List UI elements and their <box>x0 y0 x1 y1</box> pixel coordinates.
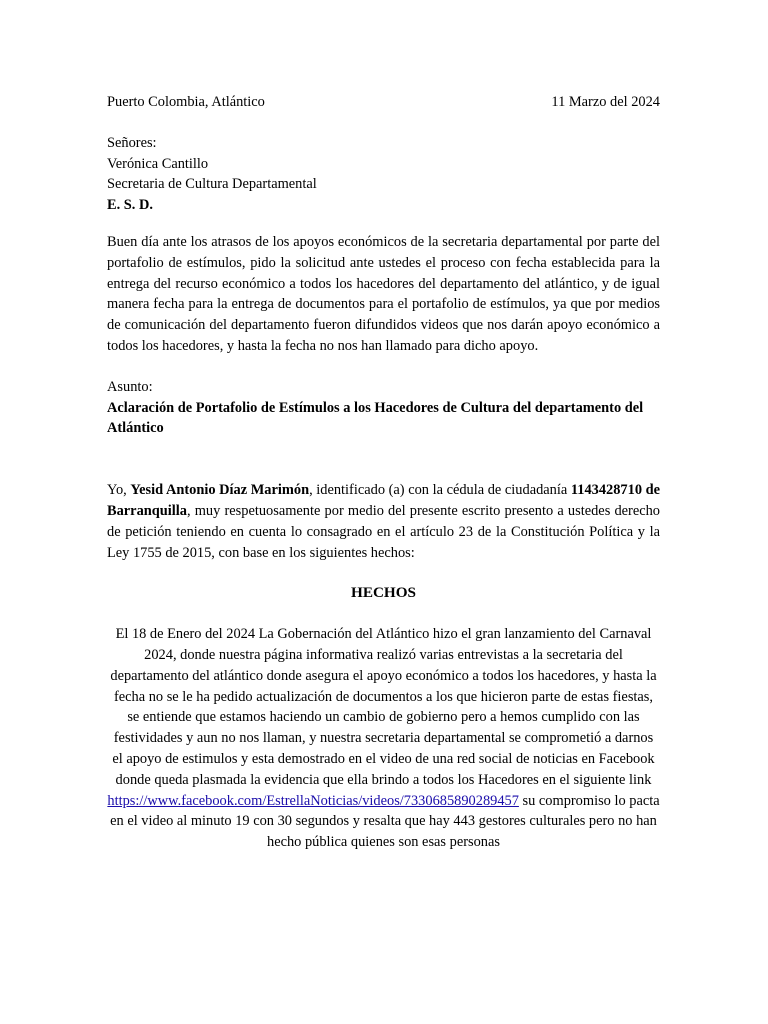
facts-body: El 18 de Enero del 2024 La Gobernación del Atlántico hizo el gran lanzamiento del Carnaval 2024, donde nuestra página informativa realizó varias entrevistas a la secretaria del departamento del atlántico donde asegura el apoyo económico a todos los hacedores, y hasta la fecha no se le ha pedido actualización de documentos a los que hicieron parte de estas fiestas, se entiende que estamos haciendo un cambio de gobierno pero a hemos cumplido con las festividades y aun no nos llaman, y nuestra secretaria departamental se comprometió a darnos el apoyo de estimulos y esta demostrado en el video de una red social de noticias en Facebook donde queda plasmada la evidencia que ella brindo a todos los Hacedores en el siguiente link <box>110 626 657 788</box>
recipient-block <box>107 133 660 216</box>
recipient-name: Verónica Cantillo <box>107 155 209 172</box>
letter-header <box>107 92 660 113</box>
petition-rest: , muy respetuosamente por medio del presente escrito presento a ustedes derecho de petición teniendo en cuenta lo consagrado en el artículo 23 de la Constitución Política y la Ley 1755 de 2015, con base en los siguientes hechos: <box>107 502 660 561</box>
salutation: Señores: <box>107 134 157 151</box>
facts-paragraph <box>107 624 660 853</box>
petitioner-name: Yesid Antonio Díaz Marimón <box>130 482 310 499</box>
recipient-position: Secretaria de Cultura Departamental <box>107 176 317 193</box>
letter-page <box>107 92 660 853</box>
esd-line: E. S. D. <box>107 197 153 214</box>
petition-yo: Yo, <box>107 482 131 499</box>
subject-block <box>107 377 660 439</box>
subject-label: Asunto: <box>107 378 153 395</box>
date-text: 11 Marzo del 2024 <box>551 94 660 110</box>
id-number: 1143428710 de Barranquilla <box>107 482 661 519</box>
facebook-video-link[interactable]: https://www.facebook.com/EstrellaNoticias/videos/7330685890289457 <box>107 792 519 809</box>
place-text: Puerto Colombia, Atlántico <box>107 94 265 110</box>
subject-text: Aclaración de Portafolio de Estímulos a los Hacedores de Cultura del departamento del Atlántico <box>107 399 644 437</box>
petition-paragraph <box>107 480 660 563</box>
intro-paragraph: Buen día ante los atrasos de los apoyos económicos de la secretaria departamental por parte del portafolio de estímulos, pido la solicitud ante ustedes el proceso con fecha establecida para la entrega del recurso económico a todos los hacedores del departamento del atlántico, y de igual manera fecha para la entrega de documentos para el portafolio de estímulos, ya que por medios de comunicación del departamento fueron difundidos videos que nos darán apoyo económico a todos los hacedores, y hasta la fecha no nos han llamado para dicho apoyo. <box>107 233 660 354</box>
facts-heading: HECHOS <box>351 584 416 602</box>
facts-after-link: su compromiso lo pacta en el video al minuto 19 con 30 segundos y resalta que hay 443 gestores culturales pero no han hecho pública quienes son esas personas <box>110 792 660 851</box>
petition-mid: , identificado (a) con la cédula de ciudadanía <box>309 482 571 499</box>
